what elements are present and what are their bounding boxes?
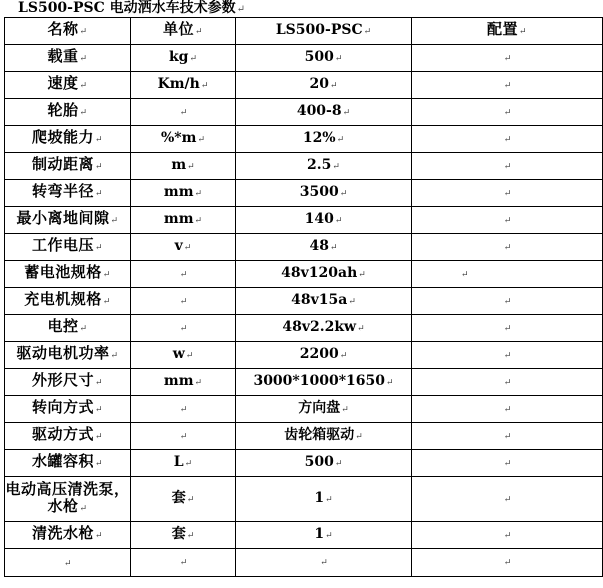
row-name-text: 水罐容积: [31, 452, 94, 470]
paragraph-mark-icon: ↵: [503, 53, 512, 64]
paragraph-mark-icon: ↵: [503, 242, 512, 253]
paragraph-mark-icon: ↵: [386, 377, 394, 388]
spec-table-body: [5, 18, 603, 577]
row-config-cell: [412, 261, 603, 288]
row-value-text: 1: [314, 489, 325, 506]
row-name-cell: [5, 369, 131, 396]
row-unit-cell: [131, 261, 236, 288]
paragraph-mark-icon: ↵: [79, 503, 88, 514]
row-unit-cell: [131, 342, 236, 369]
paragraph-mark-icon: ↵: [503, 80, 512, 91]
row-name-cell: [5, 45, 131, 72]
table-row: [5, 477, 603, 522]
paragraph-mark-icon: ↵: [184, 458, 193, 469]
table-row: [5, 126, 603, 153]
row-value-cell: [236, 315, 412, 342]
row-value-text: 48v120ah: [281, 264, 358, 281]
row-value-text: 12%: [302, 129, 336, 146]
paragraph-mark-icon: ↵: [63, 558, 73, 569]
paragraph-mark-icon: ↵: [187, 161, 195, 172]
paragraph-mark-icon: ↵: [179, 296, 188, 307]
row-value-cell: [236, 45, 412, 72]
row-value-text: 1: [314, 525, 325, 542]
document-title: [18, 0, 245, 16]
paragraph-mark-icon: ↵: [94, 531, 104, 541]
spec-table: [4, 17, 603, 577]
paragraph-mark-icon: ↵: [342, 107, 351, 118]
table-row: [5, 72, 603, 99]
paragraph-mark-icon: ↵: [94, 459, 104, 469]
row-unit-cell: [131, 315, 236, 342]
header-model-text: LS500-PSC: [275, 21, 363, 38]
row-value-text: 400-8: [296, 102, 342, 119]
row-unit-cell: [131, 549, 236, 577]
table-row: [5, 450, 603, 477]
paragraph-mark-icon: ↵: [503, 215, 512, 226]
row-config-cell: [412, 396, 603, 423]
row-value-cell: [236, 261, 412, 288]
row-name-cell: [5, 99, 131, 126]
row-unit-text: mm: [163, 210, 194, 227]
paragraph-mark-icon: ↵: [339, 350, 348, 361]
table-row: [5, 180, 603, 207]
row-config-cell: [412, 522, 603, 549]
row-name-text: 外形尺寸: [31, 371, 94, 389]
row-value-cell: [236, 477, 412, 522]
row-value-cell: [236, 153, 412, 180]
paragraph-mark-icon: ↵: [79, 324, 88, 334]
paragraph-mark-icon: ↵: [336, 134, 345, 145]
table-row: [5, 261, 603, 288]
row-config-cell: [412, 288, 603, 315]
row-name-cell: [5, 261, 131, 288]
paragraph-mark-icon: ↵: [94, 135, 104, 145]
row-unit-cell: [131, 288, 236, 315]
row-config-cell: [412, 72, 603, 99]
row-config-cell: [412, 369, 603, 396]
row-value-text: 48: [309, 237, 329, 254]
paragraph-mark-icon: ↵: [503, 296, 512, 307]
paragraph-mark-icon: ↵: [94, 432, 104, 442]
row-name-text: 驱动电机功率: [16, 344, 110, 362]
row-name-text: 充电机规格: [24, 290, 102, 308]
row-unit-cell: [131, 126, 236, 153]
row-unit-cell: [131, 72, 236, 99]
paragraph-mark-icon: ↵: [518, 27, 528, 37]
row-unit-cell: [131, 207, 236, 234]
row-unit-text: 套: [171, 525, 186, 542]
paragraph-mark-icon: ↵: [329, 242, 338, 253]
paragraph-mark-icon: ↵: [79, 54, 88, 64]
row-value-text: 140: [304, 210, 334, 227]
row-unit-cell: [131, 369, 236, 396]
paragraph-mark-icon: ↵: [179, 404, 188, 415]
paragraph-mark-icon: ↵: [94, 405, 104, 415]
paragraph-mark-icon: ↵: [183, 242, 192, 253]
row-config-cell: [412, 315, 603, 342]
table-row: [5, 99, 603, 126]
row-name-text: 电控: [47, 317, 79, 335]
row-name-text: 蓄电池规格: [24, 263, 102, 281]
table-row: [5, 522, 603, 549]
row-value-text: 3500: [299, 183, 339, 200]
row-unit-cell: [131, 396, 236, 423]
row-name-text: 载重: [47, 47, 79, 65]
header-config: [412, 18, 603, 45]
title-text: LS500-PSC 电动洒水车技术参数: [18, 0, 236, 16]
table-row: [5, 234, 603, 261]
row-unit-cell: [131, 522, 236, 549]
table-row: [5, 396, 603, 423]
paragraph-mark-icon: ↵: [94, 189, 104, 199]
paragraph-mark-icon: ↵: [503, 404, 512, 415]
paragraph-mark-icon: ↵: [503, 323, 512, 334]
row-value-cell: [236, 342, 412, 369]
row-config-cell: [412, 450, 603, 477]
row-value-text: 2200: [299, 345, 339, 362]
row-value-cell: [236, 396, 412, 423]
row-name-cell: [5, 423, 131, 450]
row-unit-cell: [131, 180, 236, 207]
row-value-text: 48v15a: [291, 291, 348, 308]
paragraph-mark-icon: ↵: [79, 27, 88, 37]
row-name-text: 转向方式: [31, 398, 94, 416]
row-config-cell: [412, 423, 603, 450]
row-config-cell: [412, 45, 603, 72]
paragraph-mark-icon: ↵: [461, 269, 469, 280]
row-value-text: 2.5: [307, 156, 332, 173]
row-config-cell: [412, 549, 603, 577]
paragraph-mark-icon: ↵: [110, 216, 119, 226]
paragraph-mark-icon: ↵: [357, 323, 365, 334]
paragraph-mark-icon: ↵: [194, 377, 203, 388]
paragraph-mark-icon: ↵: [503, 458, 512, 469]
row-config-cell: [412, 234, 603, 261]
paragraph-mark-icon: ↵: [110, 351, 119, 361]
paragraph-mark-icon: ↵: [503, 350, 512, 361]
paragraph-mark-icon: ↵: [194, 188, 203, 199]
row-name-text: 清洗水枪: [31, 524, 94, 542]
row-name-cell: [5, 522, 131, 549]
paragraph-mark-icon: ↵: [320, 558, 328, 568]
paragraph-mark-icon: ↵: [79, 81, 88, 91]
row-value-cell: [236, 207, 412, 234]
row-unit-text: L: [173, 453, 184, 470]
row-unit-text: mm: [163, 372, 194, 389]
row-value-cell: [236, 450, 412, 477]
paragraph-mark-icon: ↵: [355, 431, 363, 442]
row-value-text: 20: [309, 75, 329, 92]
paragraph-mark-icon: ↵: [503, 431, 512, 442]
row-config-cell: [412, 342, 603, 369]
row-unit-text: mm: [163, 183, 194, 200]
row-config-cell: [412, 477, 603, 522]
row-value-cell: [236, 549, 412, 577]
row-name-cell: [5, 207, 131, 234]
row-name-cell: [5, 288, 131, 315]
row-value-cell: [236, 423, 412, 450]
paragraph-mark-icon: ↵: [179, 323, 188, 334]
header-config-text: 配置: [486, 20, 518, 38]
row-value-text: 3000*1000*1650: [253, 372, 385, 389]
paragraph-mark-icon: ↵: [94, 378, 104, 388]
row-name-text: 驱动方式: [31, 425, 94, 443]
header-unit-text: 单位: [162, 20, 194, 38]
row-config-cell: [412, 153, 603, 180]
paragraph-mark-icon: ↵: [200, 80, 209, 91]
row-name-text: 速度: [47, 74, 79, 92]
paragraph-mark-icon: ↵: [334, 458, 343, 469]
paragraph-mark-icon: ↵: [334, 215, 343, 226]
paragraph-mark-icon: ↵: [348, 296, 356, 307]
row-value-cell: [236, 234, 412, 261]
row-value-cell: [236, 126, 412, 153]
row-unit-cell: [131, 450, 236, 477]
paragraph-mark-icon: ↵: [189, 53, 198, 64]
row-name-text: 爬坡能力: [31, 128, 94, 146]
row-name-cell: [5, 72, 131, 99]
paragraph-mark-icon: ↵: [179, 269, 188, 280]
table-row: [5, 369, 603, 396]
row-config-cell: [412, 99, 603, 126]
row-value-cell: [236, 369, 412, 396]
header-unit: [131, 18, 236, 45]
table-row: [5, 342, 603, 369]
table-row: [5, 423, 603, 450]
paragraph-mark-icon: ↵: [503, 107, 512, 118]
paragraph-mark-icon: ↵: [339, 188, 348, 199]
row-config-cell: [412, 180, 603, 207]
table-row: [5, 207, 603, 234]
row-name-cell: [5, 234, 131, 261]
row-value-cell: [236, 522, 412, 549]
paragraph-mark-icon: ↵: [363, 26, 372, 37]
paragraph-mark-icon: ↵: [325, 530, 333, 541]
paragraph-mark-icon: ↵: [102, 270, 111, 280]
paragraph-mark-icon: ↵: [503, 161, 512, 172]
row-unit-cell: [131, 423, 236, 450]
paragraph-mark-icon: ↵: [503, 377, 512, 388]
row-config-cell: [412, 126, 603, 153]
row-unit-text: w: [172, 345, 185, 362]
row-name-text: 电动高压清洗泵，水枪: [5, 479, 130, 515]
row-name-text: 最小离地间隙: [16, 209, 110, 227]
paragraph-mark-icon: ↵: [186, 494, 195, 505]
row-name-text: 工作电压: [31, 236, 94, 254]
table-row: [5, 153, 603, 180]
paragraph-mark-icon: ↵: [341, 404, 349, 415]
row-name-cell: [5, 153, 131, 180]
paragraph-mark-icon: ↵: [197, 134, 205, 145]
paragraph-mark-icon: ↵: [179, 431, 188, 442]
paragraph-mark-icon: ↵: [94, 162, 104, 172]
row-value-text: 齿轮箱驱动: [284, 426, 355, 443]
row-value-cell: [236, 99, 412, 126]
row-name-cell: [5, 315, 131, 342]
row-unit-cell: [131, 234, 236, 261]
header-name: [5, 18, 131, 45]
paragraph-mark-icon: ↵: [179, 107, 188, 118]
row-value-text: 方向盘: [298, 399, 341, 416]
row-name-cell: [5, 450, 131, 477]
paragraph-mark-icon: ↵: [358, 269, 366, 280]
row-value-text: 500: [304, 453, 334, 470]
row-unit-text: kg: [168, 48, 189, 65]
row-name-cell: [5, 396, 131, 423]
row-name-text: 制动距离: [31, 155, 94, 173]
row-value-cell: [236, 288, 412, 315]
paragraph-mark-icon: ↵: [503, 134, 512, 145]
paragraph-mark-icon: ↵: [94, 243, 104, 253]
table-row: [5, 549, 603, 577]
row-unit-text: %*m: [161, 129, 197, 146]
row-unit-cell: [131, 477, 236, 522]
table-row: [5, 315, 603, 342]
paragraph-mark-icon: ↵: [325, 494, 333, 505]
paragraph-mark-icon: ↵: [102, 297, 111, 307]
paragraph-mark-icon: ↵: [236, 4, 246, 15]
paragraph-mark-icon: ↵: [503, 530, 512, 541]
row-value-cell: [236, 180, 412, 207]
row-name-cell: [5, 126, 131, 153]
paragraph-mark-icon: ↵: [194, 215, 203, 226]
row-unit-text: m: [171, 156, 187, 173]
paragraph-mark-icon: ↵: [79, 108, 88, 118]
row-name-cell: [5, 549, 131, 577]
row-unit-text: v: [174, 237, 183, 254]
row-name-cell: [5, 477, 131, 522]
paragraph-mark-icon: ↵: [503, 558, 512, 568]
row-value-text: 48v2.2kw: [282, 318, 357, 335]
row-unit-cell: [131, 45, 236, 72]
paragraph-mark-icon: ↵: [503, 494, 512, 505]
paragraph-mark-icon: ↵: [186, 530, 195, 541]
row-config-cell: [412, 207, 603, 234]
row-unit-text: 套: [171, 489, 186, 506]
table-row: [5, 288, 603, 315]
row-unit-text: Km/h: [157, 75, 200, 92]
paragraph-mark-icon: ↵: [503, 188, 512, 199]
table-header-row: [5, 18, 603, 45]
paragraph-mark-icon: ↵: [194, 27, 204, 37]
header-model: [236, 18, 412, 45]
row-value-cell: [236, 72, 412, 99]
row-unit-cell: [131, 153, 236, 180]
row-name-cell: [5, 180, 131, 207]
header-name-text: 名称: [47, 20, 79, 38]
paragraph-mark-icon: ↵: [329, 80, 338, 91]
paragraph-mark-icon: ↵: [332, 161, 340, 172]
row-name-cell: [5, 342, 131, 369]
row-name-text: 轮胎: [47, 101, 79, 119]
row-value-text: 500: [304, 48, 334, 65]
paragraph-mark-icon: ↵: [179, 558, 188, 568]
table-row: [5, 45, 603, 72]
paragraph-mark-icon: ↵: [334, 53, 343, 64]
row-unit-cell: [131, 99, 236, 126]
row-name-text: 转弯半径: [31, 182, 94, 200]
paragraph-mark-icon: ↵: [185, 350, 194, 361]
